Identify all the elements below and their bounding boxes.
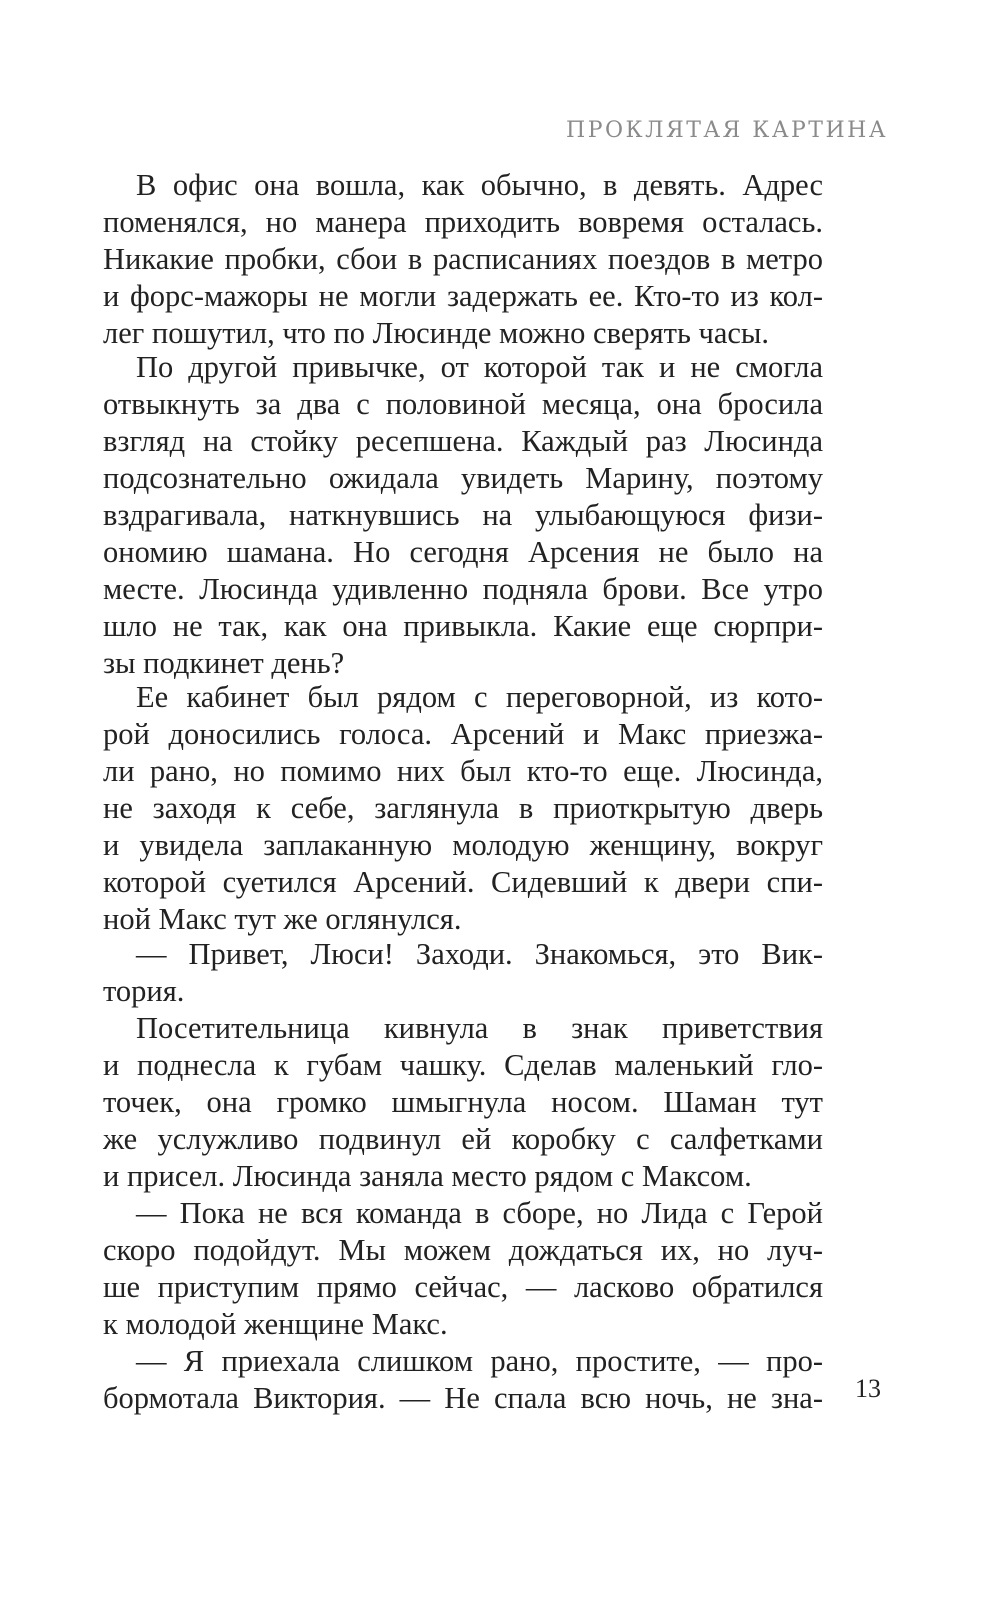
text-line: же услужливо подвинул ей коробку с салфетками <box>103 1122 823 1156</box>
text-line: взгляд на стойку ресепшена. Каждый раз Люсинда <box>103 424 823 458</box>
text-line: ли рано, но помимо них был кто-то еще. Люсинда, <box>103 754 823 788</box>
text-line: не заходя к себе, заглянула в приоткрытую дверь <box>103 791 823 825</box>
text-line: тория. <box>103 974 185 1008</box>
text-line: ше приступим прямо сейчас, — ласково обратился <box>103 1270 823 1304</box>
text-line: точек, она громко шмыгнула носом. Шаман тут <box>103 1085 823 1119</box>
text-line: В офис она вошла, как обычно, в девять. Адрес <box>136 168 823 202</box>
text-line: ной Макс тут же оглянулся. <box>103 902 462 936</box>
text-line: и поднесла к губам чашку. Сделав маленький гло- <box>103 1048 823 1082</box>
text-line: скоро подойдут. Мы можем дождаться их, но луч- <box>103 1233 823 1267</box>
text-line: Посетительница кивнула в знак приветствия <box>136 1011 823 1045</box>
text-line: и увидела заплаканную молодую женщину, вокруг <box>103 828 823 862</box>
text-line: поменялся, но манера приходить вовремя осталась. <box>103 205 823 239</box>
text-line: — Пока не вся команда в сборе, но Лида с Герой <box>136 1196 823 1230</box>
text-line: Ее кабинет был рядом с переговорной, из кото- <box>136 680 823 714</box>
text-line: — Я приехала слишком рано, простите, — про- <box>136 1344 823 1378</box>
text-line: ономию шамана. Но сегодня Арсения не было на <box>103 535 823 569</box>
text-line: лег пошутил, что по Люсинде можно сверять часы. <box>103 316 770 350</box>
text-line: бормотала Виктория. — Не спала всю ночь, не зна- <box>103 1381 823 1415</box>
text-line: Никакие пробки, сбои в расписаниях поездов в метро <box>103 242 823 276</box>
text-line: — Привет, Люси! Заходи. Знакомься, это Вик- <box>136 937 823 971</box>
text-line: месте. Люсинда удивленно подняла брови. Все утро <box>103 572 823 606</box>
text-line: подсознательно ожидала увидеть Марину, поэтому <box>103 461 823 495</box>
text-line: По другой привычке, от которой так и не смогла <box>136 350 823 384</box>
text-line: к молодой женщине Макс. <box>103 1307 448 1341</box>
text-line: шло не так, как она привыкла. Какие еще сюрпри- <box>103 609 823 643</box>
text-line: которой суетился Арсений. Сидевший к двери спи- <box>103 865 823 899</box>
text-line: рой доносились голоса. Арсений и Макс приезжа- <box>103 717 823 751</box>
text-line: вздрагивала, наткнувшись на улыбающуюся физи- <box>103 498 823 532</box>
running-head: ПРОКЛЯТАЯ КАРТИНА <box>566 118 888 143</box>
text-line: и присел. Люсинда заняла место рядом с Максом. <box>103 1159 752 1193</box>
page-number: 13 <box>855 1374 881 1403</box>
text-line: зы подкинет день? <box>103 646 345 680</box>
text-line: отвыкнуть за два с половиной месяца, она бросила <box>103 387 823 421</box>
text-line: и форс-мажоры не могли задержать ее. Кто-то из кол- <box>103 279 823 313</box>
